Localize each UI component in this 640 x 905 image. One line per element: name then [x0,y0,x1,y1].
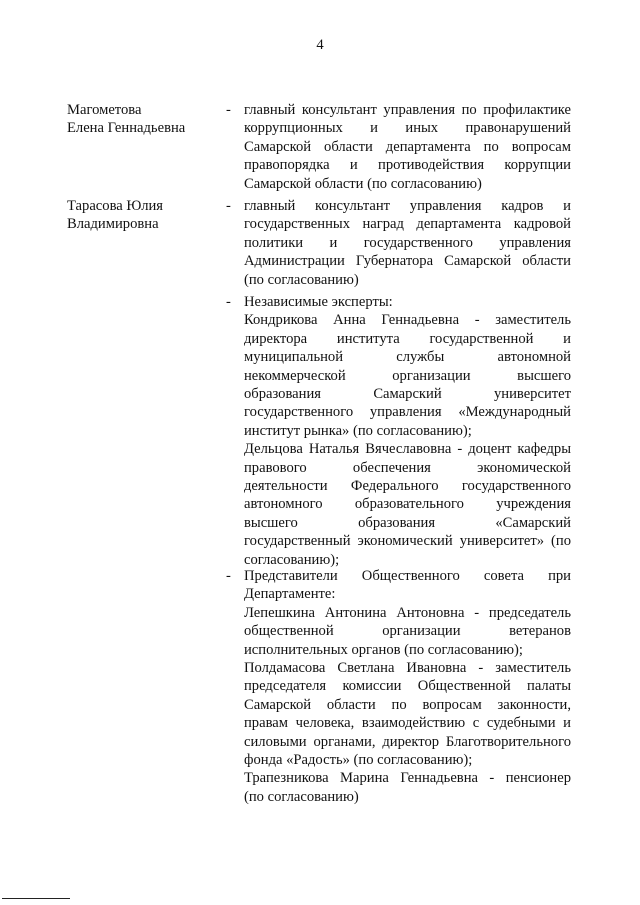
text-line: институт рынка» (по согласованию); [244,422,472,439]
member-description [244,197,571,289]
text-line: Самарской области (по согласованию) [244,175,482,192]
group-heading: Департаменте: [244,586,336,603]
text-line: правопорядка и противодействия коррупции [244,157,571,174]
text-line: правам человека, взаимодействию с судебными и [244,715,571,732]
member-name: Магометова Елена Геннадьевна [67,102,186,137]
text-line: силовыми органами, директор Благотворительного [244,733,571,750]
text-line: некоммерческой организации высшего [244,367,571,384]
text-line: председателя комиссии Общественной палаты [244,678,571,695]
text-line: Лепешкина Антонина Антоновна - председатель [244,604,571,621]
council-group [244,567,571,806]
text-line: исполнительных органов (по согласованию); [244,641,523,658]
text-line: деятельности Федерального государственного [244,478,571,495]
text-line: директора института государственной и [244,330,571,347]
text-line: согласованию); [244,551,340,568]
text-line: фонда «Радость» (по согласованию); [244,752,473,769]
text-line: правового обеспечения экономической [244,459,571,476]
list-dash: - [226,102,231,118]
text-line: Администрации Губернатора Самарской области [244,253,571,270]
text-line: (по согласованию) [244,788,359,805]
group-heading: Независимые эксперты: [244,294,393,310]
text-line: автономного образовательного учреждения [244,496,571,513]
group-heading: Представители Общественного совета при [244,568,571,584]
text-line: главный консультант управления по профилактике [244,102,571,118]
text-line: (по согласованию) [244,271,359,288]
text-line: государственных наград департамента кадровой [244,216,571,233]
text-line: коррупционных и иных правонарушений [244,120,571,137]
text-line: государственный экономический университет» (по [244,533,571,550]
list-dash: - [226,198,231,214]
text-line: высшего образования «Самарский [244,514,571,531]
text-line: муниципальной службы автономной [244,349,571,366]
text-line: Кондрикова Анна Геннадьевна - заместитель [244,312,571,329]
list-dash: - [226,568,231,584]
footer-rule [2,898,70,899]
text-line: главный консультант управления кадров и [244,198,571,214]
page-number: 4 [316,37,324,53]
list-dash: - [226,294,231,310]
text-line: Трапезникова Марина Геннадьевна - пенсионер [244,770,571,787]
text-line: образования Самарский университет [244,386,571,403]
member-name: Тарасова Юлия Владимировна [67,198,164,233]
text-line: политики и государственного управления [244,234,571,251]
member-description [244,101,571,193]
text-line: Полдамасова Светлана Ивановна - заместитель [244,660,571,677]
text-line: Самарской области департамента по вопросам [244,138,571,155]
text-line: Самарской области по вопросам законности, [244,696,571,713]
experts-group [244,293,571,569]
text-line: государственного управления «Международный [244,404,571,421]
text-line: Дельцова Наталья Вячеславовна - доцент кафедры [244,441,571,458]
text-line: общественной организации ветеранов [244,623,571,640]
